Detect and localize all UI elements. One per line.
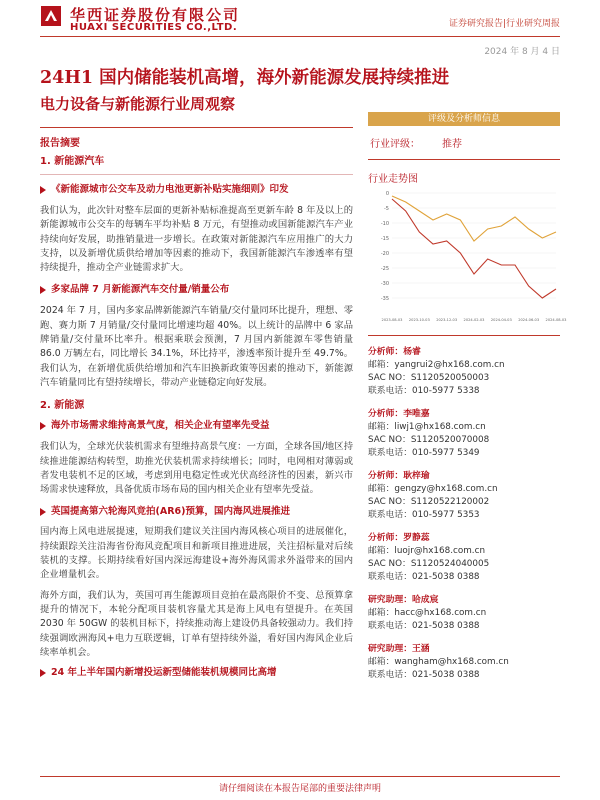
analyst-entry [368,408,560,460]
bullet-arrow-icon [40,186,46,194]
analyst-sac: SAC NO：S1120524040005 [368,559,490,569]
analyst-name: 分析师：耿梓瑜 [368,471,430,481]
y-tick-label: -20 [380,251,389,257]
analyst-entry [368,532,560,584]
x-tick-label: 2023-12-03 [436,318,458,322]
company-logo-icon [40,5,62,27]
company-name-cn: 华西证券股份有限公司 [70,6,241,24]
analyst-email: 邮箱：wangham@hx168.com.cn [368,657,509,667]
item-heading [40,419,353,433]
item-heading-text: 《新能源城市公交车及动力电池更新补贴实施细则》印发 [51,184,289,195]
header-divider [40,36,560,37]
rating-label: 行业评级： [370,139,420,150]
analyst-entry [368,594,560,633]
rating-divider [368,159,560,160]
y-tick-label: -5 [384,206,389,212]
bullet-arrow-icon [40,422,46,430]
x-tick-label: 2024-04-03 [490,318,512,322]
x-tick-label: 2024-02-03 [463,318,485,322]
y-tick-label: -10 [380,221,389,227]
y-tick-label: -25 [380,266,389,272]
section-heading-nev: 1. 新能源汽车 [40,156,105,167]
analyst-name: 分析师：李唯嘉 [368,409,430,419]
info-header: 评级及分析师信息 [368,112,560,126]
item-heading-text: 多家品牌 7 月新能源汽车交付量/销量公布 [51,284,230,296]
item-heading [40,505,353,519]
analyst-phone: 联系电话：021-5038 0388 [368,670,480,680]
analyst-entry [368,643,560,682]
analyst-entry [368,470,560,522]
analyst-list [368,346,560,682]
x-tick-label: 2024-06-03 [518,318,540,322]
analyst-phone: 联系电话：010-5977 5349 [368,448,480,458]
trend-chart-label: 行业走势图 [368,174,418,185]
company-name-en: HUAXI SECURITIES CO.,LTD. [70,22,238,33]
y-tick-label: 0 [385,191,389,197]
analyst-phone: 联系电话：021-5038 0388 [368,572,480,582]
bullet-arrow-icon [40,508,46,516]
rating-value: 推荐 [442,139,462,150]
x-tick-label: 2024-08-03 [545,318,567,322]
item-heading [40,666,353,680]
trend-chart [368,185,567,335]
trend-chart-svg [368,185,567,335]
analyst-email: 邮箱：liwj1@hx168.com.cn [368,422,486,432]
sidebar [368,112,567,682]
report-summary [40,127,353,680]
item-heading-text: 24 年上半年国内新增投运新型储能装机规模同比高增 [51,667,277,679]
report-title: 24H1 国内储能装机高增，海外新能源发展持续推进 [40,68,450,88]
x-tick-label: 2023-08-03 [381,318,403,322]
analyst-phone: 联系电话：010-5977 5338 [368,386,480,396]
analyst-name: 分析师：罗静蕊 [368,533,430,543]
report-subtitle: 电力设备与新能源行业周观察 [40,95,236,113]
industry-rating [368,135,560,150]
analyst-email: 邮箱：yangrui2@hx168.com.cn [368,360,505,370]
item-heading [40,283,353,297]
summary-top-rule [40,127,353,128]
bullet-arrow-icon [40,669,46,677]
analyst-sac: SAC NO：S1120520050003 [368,373,490,383]
y-tick-label: -15 [380,236,389,242]
analyst-phone: 联系电话：010-5977 5353 [368,510,480,520]
bullet-arrow-icon [40,286,46,294]
footer-divider [40,776,560,777]
series-line-1 [392,196,556,241]
analyst-name: 研究助理：王涵 [368,644,430,654]
report-date: 2024 年 8 月 4 日 [484,47,560,57]
item-heading [40,183,353,197]
item-heading-text: 英国提高第六轮海风竞拍(AR6)预算，国内海风进展推进 [51,506,290,518]
analyst-email: 邮箱：hacc@hx168.com.cn [368,608,487,618]
section-heading-new-energy: 2. 新能源 [40,400,85,412]
analyst-name: 研究助理：哈成宸 [368,595,439,605]
paragraph: 我们认为，全球光伏装机需求有望维持高景气度：一方面，全球各国/地区持续推进能源结构转型，助推光伏装机需求持续增长；同时，电网相对薄弱或者发电装机不足的区域，考虑到用电稳定性或光伏高经济性的因素，新兴市场需求快速释放，具备优质市场布局的国内相关企业有望率先受益。 [40,441,353,496]
analyst-entry [368,346,560,398]
analyst-sac: SAC NO：S1120520070008 [368,435,490,445]
item-heading-text: 海外市场需求维持高景气度，相关企业有望率先受益 [51,420,270,432]
analyst-phone: 联系电话：021-5038 0388 [368,621,480,631]
paragraph: 海外方面，我们认为，英国可再生能源项目竞拍在最高限价不变、总预算拿提升的情况下，本轮分配项目装机容量尤其是海上风电有望提升。在英国 2030 年 50GW 的装机目标下，持续推动海上建设仍具备较强动力。我们持续强调欧洲海风+电力互联逻辑，订单有望持续外溢，看好国内海风企业后续率单机会。 [40,589,353,658]
analyst-email: 邮箱：luojr@hx168.com.cn [368,546,486,556]
paragraph: 我们认为，此次针对整车层面的更新补贴标准提高至更新车龄 8 年及以上的新能源城市公交车的每辆车平均补贴 8 万元，有望推动或国新能源汽车产业持续向好发展，助推销量进一步增长。在政策对新能源汽车应用推广的大力支持，以及新增优质供给增加等因素的推动下，我国新能源汽车渗透率有望持续提升，推动全产业链需求扩大。 [40,205,353,274]
paragraph: 2024 年 7 月，国内多家品牌新能源汽车销量/交付量同环比提升，理想、零跑、赛力斯 7 月销量/交付量同比增速均超 40%。以上统计的品牌中 6 家品牌销量/交付量环比率升。根据乘联会预测，7 月国内新能源车零售销量 86.0 万辆左右，同比增长 34.1%，环比持平，渗透率预计提升至 49.7%。我们认为，在新增优质供给增加和汽车旧换新政策等因素的推动下，新能源汽车销量同比有望持续增长，带动产业链稳定向好发展。 [40,305,353,388]
footer-disclaimer: 请仔细阅读在本报告尾部的重要法律声明 [218,784,381,794]
analyst-email: 邮箱：gengzy@hx168.com.cn [368,484,498,494]
analyst-sac: SAC NO：S1120522120002 [368,497,490,507]
y-tick-label: -35 [380,296,389,302]
chart-divider [368,335,560,336]
section-rule [40,174,353,175]
report-type: 证券研究报告|行业研究周报 [448,19,560,29]
x-tick-label: 2023-10-03 [408,318,430,322]
analyst-name: 分析师：杨睿 [368,347,421,357]
paragraph: 国内海上风电进展提速，短期我们建议关注国内海风核心项目的进展催化，持续跟踪关注沿海省份海风竞配项目和新项目推进进展，关注招标量对后续装机的支撑。长期持续看好国内深远海建设+海外海风需求外溢带来的国内企业增量机会。 [40,526,353,581]
y-tick-label: -30 [380,281,389,287]
summary-heading: 报告摘要 [40,138,80,149]
